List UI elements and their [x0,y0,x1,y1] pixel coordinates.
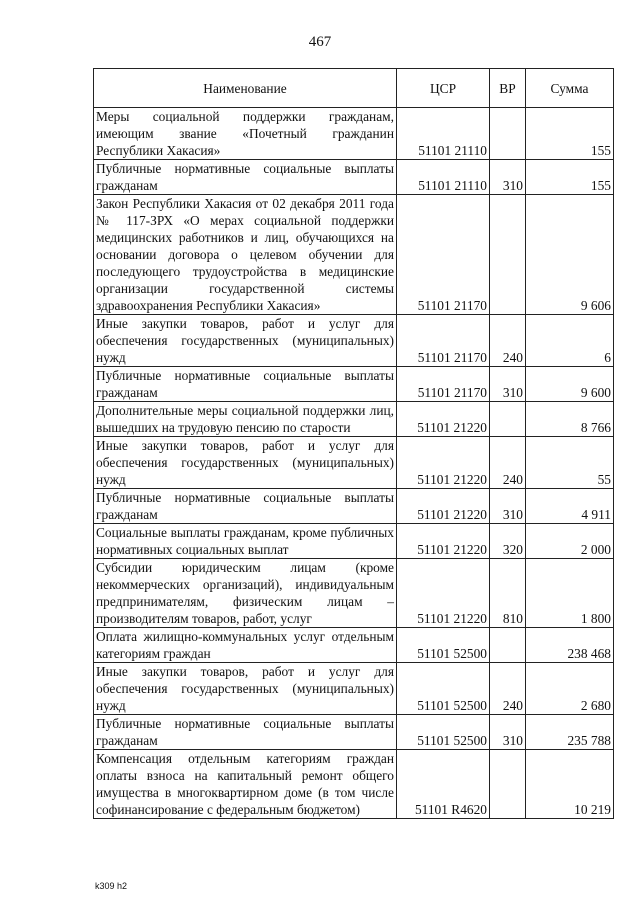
row-name: Оплата жилищно-коммунальных услуг отдельным категориям граждан [94,628,397,663]
row-name: Публичные нормативные социальные выплаты гражданам [94,489,397,524]
row-csr: 51101 21220 [397,559,490,628]
table-row [94,367,614,402]
row-csr: 51101 21220 [397,489,490,524]
table-row [94,108,614,160]
row-vr: 240 [490,437,526,489]
table-row [94,195,614,315]
row-csr: 51101 52500 [397,628,490,663]
row-vr: 310 [490,489,526,524]
header-csr: ЦСР [397,69,490,108]
row-vr: 310 [490,160,526,195]
row-csr: 51101 21220 [397,437,490,489]
row-sum: 1 800 [526,559,614,628]
row-name: Меры социальной поддержки гражданам, имеющим звание «Почетный гражданин Республики Хакасия» [94,108,397,160]
row-vr [490,750,526,819]
row-sum: 4 911 [526,489,614,524]
table-row [94,437,614,489]
row-sum: 9 606 [526,195,614,315]
row-vr: 240 [490,663,526,715]
row-vr [490,402,526,437]
footer-code: k309 h2 [95,881,128,891]
row-name: Иные закупки товаров, работ и услуг для обеспечения государственных (муниципальных) нужд [94,437,397,489]
row-sum: 238 468 [526,628,614,663]
row-name: Иные закупки товаров, работ и услуг для обеспечения государственных (муниципальных) нужд [94,663,397,715]
row-sum: 2 680 [526,663,614,715]
row-csr: 51101 21170 [397,367,490,402]
table-row [94,628,614,663]
row-sum: 2 000 [526,524,614,559]
row-csr: 51101 52500 [397,715,490,750]
row-csr: 51101 21170 [397,315,490,367]
row-vr: 240 [490,315,526,367]
table-row [94,715,614,750]
row-name: Закон Республики Хакасия от 02 декабря 2011 года № 117-ЗРХ «О мерах социальной поддержки медицинских работников и лиц, обучающихся на основании договора о целевом обучении для последующего трудоустройства в медицинские организации государственной системы здравоохранения Республики Хакасия» [94,195,397,315]
row-name: Публичные нормативные социальные выплаты гражданам [94,367,397,402]
row-sum: 6 [526,315,614,367]
row-vr: 320 [490,524,526,559]
row-vr: 310 [490,367,526,402]
header-vr: ВР [490,69,526,108]
row-name: Иные закупки товаров, работ и услуг для обеспечения государственных (муниципальных) нужд [94,315,397,367]
row-sum: 235 788 [526,715,614,750]
row-csr: 51101 21110 [397,160,490,195]
row-csr: 51101 21170 [397,195,490,315]
row-vr: 810 [490,559,526,628]
table-row [94,524,614,559]
table-row [94,750,614,819]
table-row [94,402,614,437]
row-name: Дополнительные меры социальной поддержки лиц, вышедших на трудовую пенсию по старости [94,402,397,437]
row-name: Субсидии юридическим лицам (кроме некоммерческих организаций), индивидуальным предпринимателям, физическим лицам – производителям товаров, работ, услуг [94,559,397,628]
row-csr: 51101 21220 [397,524,490,559]
budget-table [93,68,614,819]
table-row [94,315,614,367]
table-header-row [94,69,614,108]
row-vr [490,628,526,663]
row-vr [490,195,526,315]
table-row [94,663,614,715]
row-csr: 51101 52500 [397,663,490,715]
row-sum: 155 [526,160,614,195]
row-name: Публичные нормативные социальные выплаты гражданам [94,715,397,750]
table-row [94,559,614,628]
row-sum: 155 [526,108,614,160]
row-name: Публичные нормативные социальные выплаты гражданам [94,160,397,195]
row-sum: 8 766 [526,402,614,437]
row-sum: 10 219 [526,750,614,819]
row-name: Компенсация отдельным категориям граждан оплаты взноса на капитальный ремонт общего имущества в многоквартирном доме (в том числе софинансирование с федеральным бюджетом) [94,750,397,819]
row-vr [490,108,526,160]
row-sum: 9 600 [526,367,614,402]
row-vr: 310 [490,715,526,750]
row-csr: 51101 R4620 [397,750,490,819]
page-number: 467 [308,34,332,50]
header-sum: Сумма [526,69,614,108]
table-row [94,489,614,524]
row-csr: 51101 21110 [397,108,490,160]
row-csr: 51101 21220 [397,402,490,437]
row-sum: 55 [526,437,614,489]
header-name: Наименование [94,69,397,108]
row-name: Социальные выплаты гражданам, кроме публичных нормативных социальных выплат [94,524,397,559]
table-row [94,160,614,195]
